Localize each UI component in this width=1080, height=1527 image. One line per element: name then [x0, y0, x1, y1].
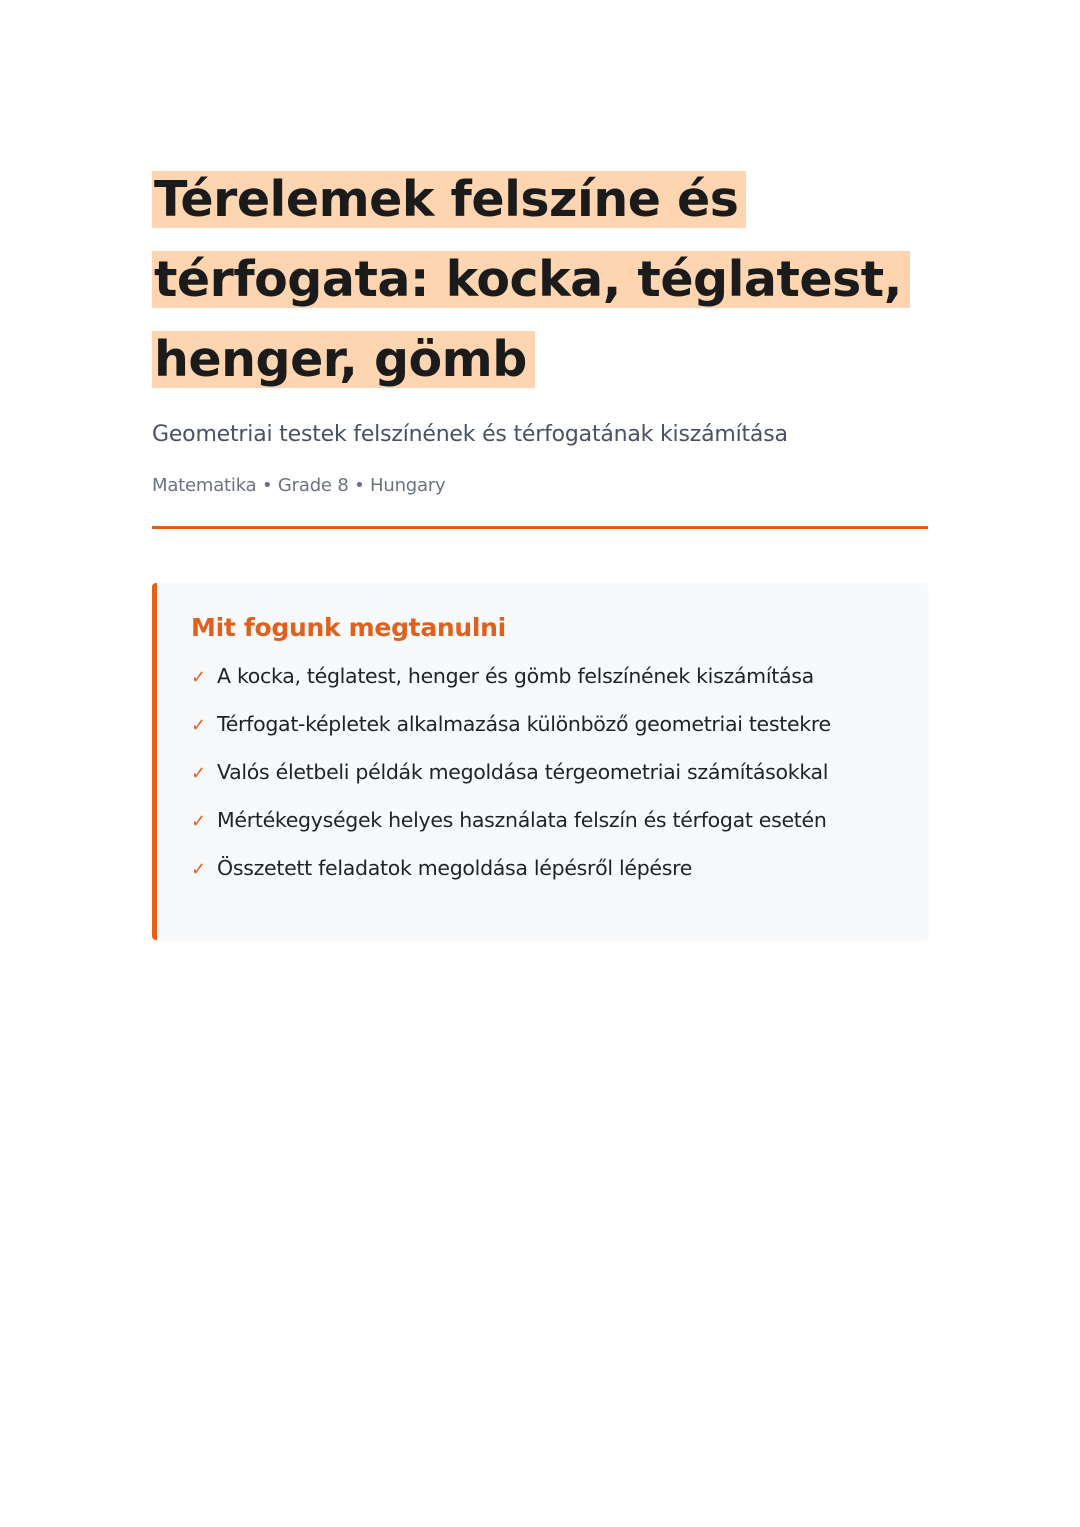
page-subtitle: Geometriai testek felszínének és térfogatának kiszámítása — [152, 422, 788, 447]
objective-text: Mértékegységek helyes használata felszín és térfogat esetén — [217, 808, 827, 832]
list-item — [191, 856, 894, 904]
title-line: Térelemek felszíne és — [152, 171, 746, 228]
list-item — [191, 760, 894, 808]
meta-info: Matematika • Grade 8 • Hungary — [152, 475, 446, 496]
page-title — [152, 160, 928, 400]
check-icon: ✓ — [191, 763, 206, 784]
title-line: henger, gömb — [152, 331, 535, 388]
objective-text: Összetett feladatok megoldása lépésről lépésre — [217, 856, 693, 880]
check-icon: ✓ — [191, 859, 206, 880]
list-item — [191, 808, 894, 856]
objective-text: Valós életbeli példák megoldása térgeometriai számításokkal — [217, 760, 829, 784]
objective-text: A kocka, téglatest, henger és gömb felszínének kiszámítása — [217, 664, 814, 688]
document-page — [152, 160, 928, 940]
objective-text: Térfogat-képletek alkalmazása különböző geometriai testekre — [217, 712, 831, 736]
list-item — [191, 712, 894, 760]
check-icon: ✓ — [191, 715, 206, 736]
learning-objectives-box — [152, 583, 928, 940]
check-icon: ✓ — [191, 811, 206, 832]
objectives-list — [191, 664, 894, 904]
objectives-title: Mit fogunk megtanulni — [191, 613, 506, 642]
divider — [152, 526, 928, 529]
list-item — [191, 664, 894, 712]
title-line: térfogata: kocka, téglatest, — [152, 251, 910, 308]
check-icon: ✓ — [191, 667, 206, 688]
